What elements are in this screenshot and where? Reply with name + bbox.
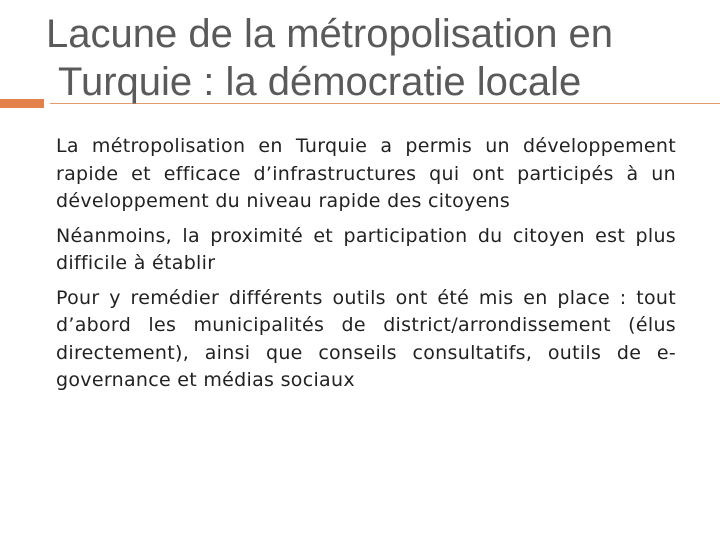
- slide-title-line-1: Lacune de la métropolisation en: [46, 12, 614, 56]
- slide-title: [46, 10, 696, 106]
- bullet-remedies: Pour y remédier différents outils ont été mis en place : tout d’abord les municipalités de district/arrondissement (élus directement), ainsi que conseils consultatifs, outils de e-governance et médias sociaux: [56, 286, 676, 391]
- slide-body: [56, 133, 676, 402]
- bullet-infrastructure: La métropolisation en Turquie a permis un développement rapide et efficace d’infrastructures qui ont participés à un développement du niveau rapide des citoyens: [56, 135, 676, 212]
- slide-title-line-2: Turquie : la démocratie locale: [58, 60, 582, 104]
- title-accent-bar: [0, 99, 44, 108]
- bullet-proximity: Néanmoins, la proximité et participation du citoyen est plus difficile à établir: [56, 224, 676, 274]
